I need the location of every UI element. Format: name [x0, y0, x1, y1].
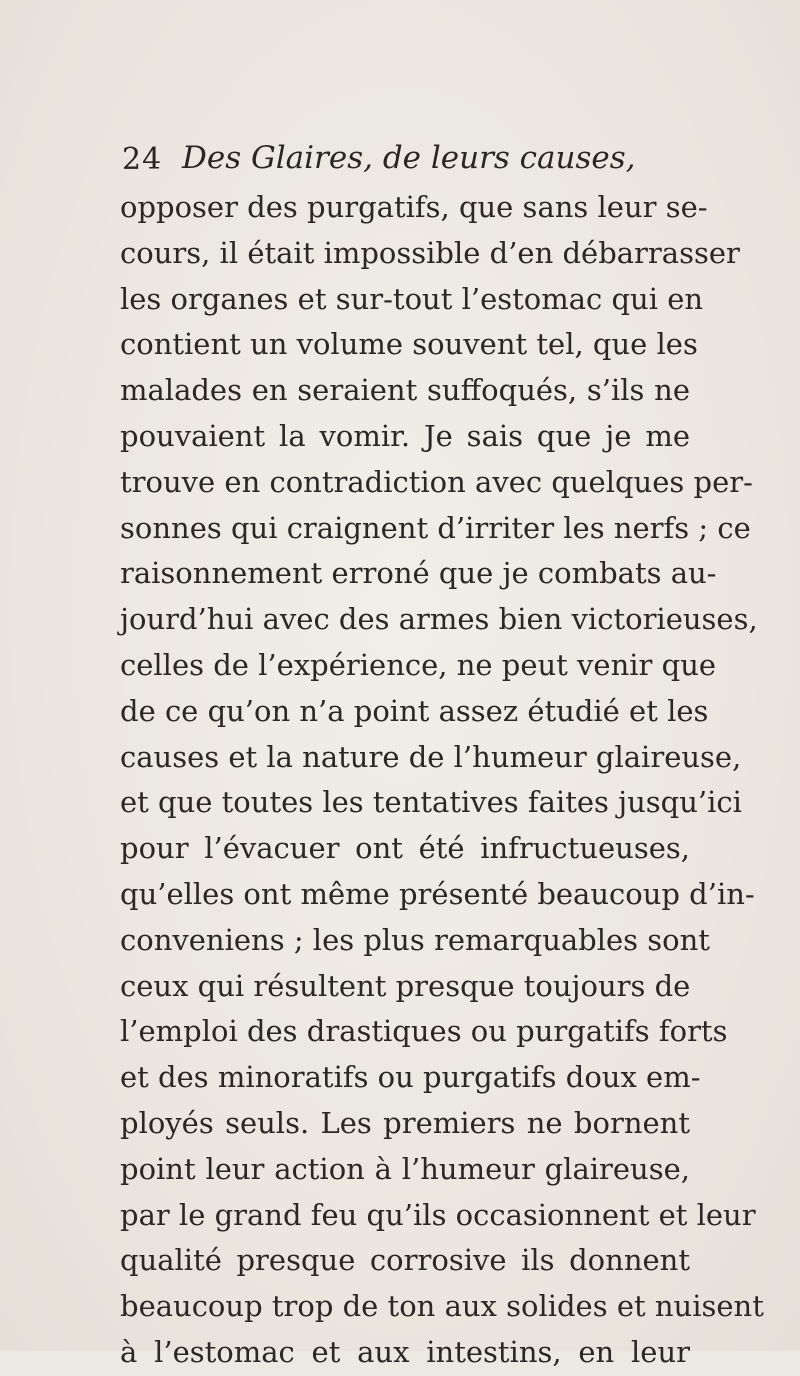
- text-line: cours, il était impossible d’en débarrasser: [120, 235, 740, 270]
- text-line: malades en seraient suffoqués, s’ils ne: [120, 373, 690, 408]
- text-line: opposer des purgatifs, que sans leur se-: [120, 190, 708, 224]
- text-line: ployés seuls. Les premiers ne bornent: [120, 1105, 690, 1140]
- text-line: ceux qui résultent presque toujours de: [120, 968, 691, 1003]
- text-line: qualité presque corrosive ils donnent: [120, 1243, 690, 1278]
- text-line: et des minoratifs ou purgatifs doux em-: [120, 1060, 701, 1095]
- text-line: pour l’évacuer ont été infructueuses,: [120, 831, 690, 866]
- text-line: sonnes qui craignent d’irriter les nerfs ; ce: [120, 510, 751, 545]
- running-head: Des Glaires, de leurs causes,: [182, 140, 636, 176]
- text-line: raisonnement erroné que je combats au-: [120, 556, 717, 591]
- text-line: beaucoup trop de ton aux solides et nuisent: [120, 1289, 764, 1324]
- text-line: jourd’hui avec des armes bien victorieuses,: [120, 602, 758, 637]
- text-line: à l’estomac et aux intestins, en leur: [120, 1334, 690, 1369]
- text-line: les organes et sur-tout l’estomac qui en: [120, 281, 704, 316]
- text-line: par le grand feu qu’ils occasionnent et leur: [120, 1197, 756, 1232]
- text-line: de ce qu’on n’a point assez étudié et les: [120, 693, 709, 728]
- text-line: point leur action à l’humeur glaireuse,: [120, 1151, 690, 1186]
- text-line: celles de l’expérience, ne peut venir que: [120, 647, 717, 682]
- text-line: causes et la nature de l’humeur glaireuse,: [120, 739, 742, 774]
- text-line: conveniens ; les plus remarquables sont: [120, 922, 710, 957]
- text-line: qu’elles ont même présenté beaucoup d’in-: [120, 876, 755, 911]
- text-line: contient un volume souvent tel, que les: [120, 327, 698, 362]
- text-line: l’emploi des drastiques ou purgatifs forts: [120, 1014, 728, 1049]
- body-text: [120, 185, 764, 1376]
- text-line: pouvaient la vomir. Je sais que je me: [120, 418, 690, 453]
- text-line: trouve en contradiction avec quelques per-: [120, 464, 753, 499]
- page-header: [122, 130, 682, 180]
- text-line: et que toutes les tentatives faites jusqu’ici: [120, 785, 742, 820]
- page-number: 24: [122, 142, 163, 177]
